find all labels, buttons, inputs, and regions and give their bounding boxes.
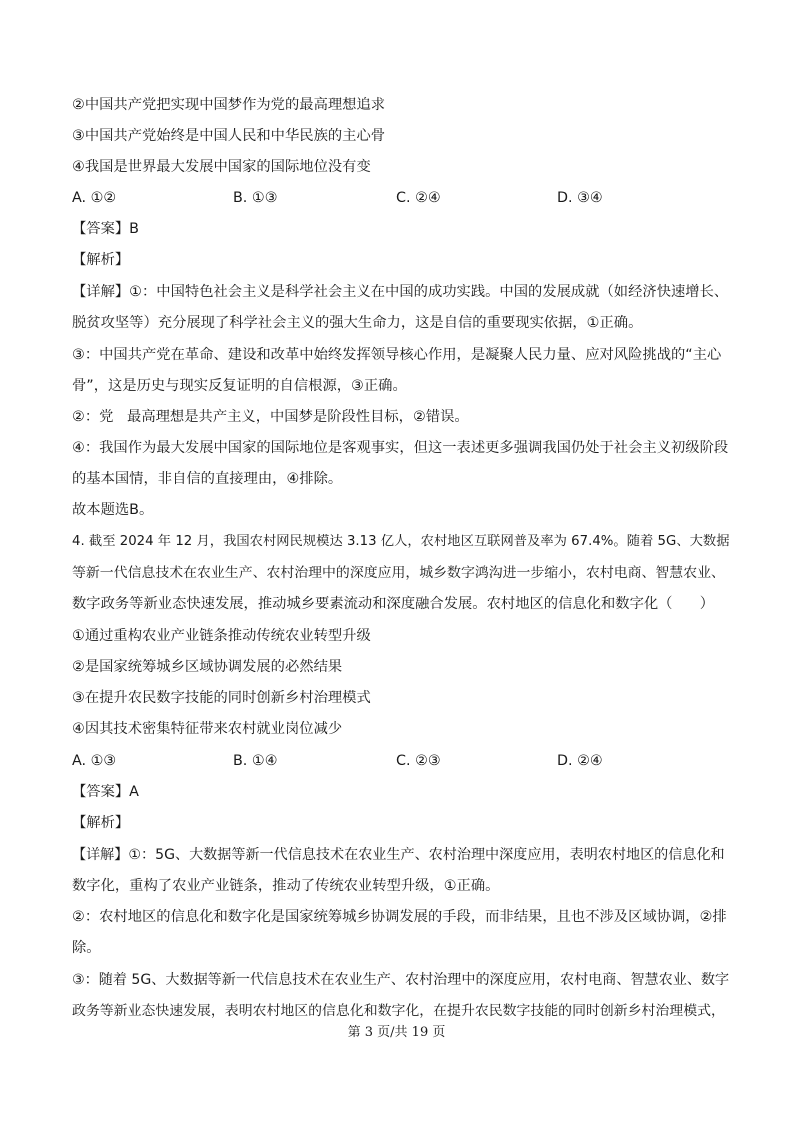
question-stem-line: 4. 截至 2024 年 12 月，我国农村网民规模达 3.13 亿人，农村地区互联网普及率为 67.4%。随着 5G、大数据	[72, 534, 730, 549]
detail-line: 骨”，这是历史与现实反复证明的自信根源，③正确。	[72, 378, 407, 394]
detail-line: ④：我国作为最大发展中国家的国际地位是客观事实，但这一表述更多强调我国仍处于社会主义初级阶段	[72, 440, 729, 456]
statement-3: ③中国共产党始终是中国人民和中华民族的主心骨	[72, 128, 386, 144]
detail-line: 脱贫攻坚等）充分展现了科学社会主义的强大生命力，这是自信的重要现实依据，①正确。	[72, 315, 643, 331]
question-stem-line: 等新一代信息技术在农业生产、农村治理中的深度应用，城乡数字鸿沟进一步缩小，农村电商、智慧农业、	[72, 565, 725, 581]
statement-4: ④我国是世界最大发展中国家的国际地位没有变	[72, 159, 371, 175]
option-c: C. ②④	[396, 190, 441, 206]
detail-line: ②：党 最高理想是共产主义，中国梦是阶段性目标，②错误。	[72, 409, 469, 425]
detail-line: 【详解】①：中国特色社会主义是科学社会主义在中国的成功实践。中国的发展成就（如经济快速增长、	[72, 284, 729, 300]
detail-line: ③：随着 5G、大数据等新一代信息技术在农业生产、农村治理中的深度应用，农村电商、智慧农业、数字	[72, 972, 730, 988]
answer-label: 【答案】B	[72, 221, 139, 237]
option-b: B. ①④	[233, 753, 278, 769]
statement-2: ②中国共产党把实现中国梦作为党的最高理想追求	[72, 97, 386, 113]
detail-line: 除。	[72, 940, 101, 956]
detail-line: 的基本国情，非自信的直接理由，④排除。	[72, 471, 343, 487]
detail-line: 【详解】①：5G、大数据等新一代信息技术在农业生产、农村治理中深度应用，表明农村地区的信息化和	[72, 847, 725, 863]
conclusion-line: 故本题选B。	[72, 502, 154, 518]
statement-2: ②是国家统筹城乡区域协调发展的必然结果	[72, 659, 343, 675]
option-a: A. ①③	[72, 753, 117, 769]
detail-line: 政务等新业态快速发展，表明农村地区的信息化和数字化，在提升农民数字技能的同时创新乡村治理模式，	[72, 1003, 725, 1019]
option-b: B. ①③	[233, 190, 278, 206]
page-number: 第 3 页/共 19 页	[347, 1025, 446, 1040]
analysis-label: 【解析】	[72, 815, 130, 831]
detail-line: ③：中国共产党在革命、建设和改革中始终发挥领导核心作用，是凝聚人民力量、应对风险挑战的“主心	[72, 347, 722, 363]
detail-line: 数字化，重构了农业产业链条，推动了传统农业转型升级，①正确。	[72, 878, 500, 894]
option-d: D. ②④	[557, 753, 603, 769]
answer-label: 【答案】A	[72, 784, 139, 800]
statement-1: ①通过重构农业产业链条推动传统农业转型升级	[72, 628, 371, 644]
option-d: D. ③④	[557, 190, 603, 206]
analysis-label: 【解析】	[72, 252, 130, 268]
option-c: C. ②③	[396, 753, 441, 769]
option-a: A. ①②	[72, 190, 117, 206]
statement-4: ④因其技术密集特征带来农村就业岗位减少	[72, 721, 343, 737]
statement-3: ③在提升农民数字技能的同时创新乡村治理模式	[72, 690, 371, 706]
detail-line: ②：农村地区的信息化和数字化是国家统筹城乡协调发展的手段，而非结果，且也不涉及区域协调，②排	[72, 909, 727, 925]
question-stem-line: 数字政务等新业态快速发展，推动城乡要素流动和深度融合发展。农村地区的信息化和数字化（ ）	[72, 596, 715, 612]
